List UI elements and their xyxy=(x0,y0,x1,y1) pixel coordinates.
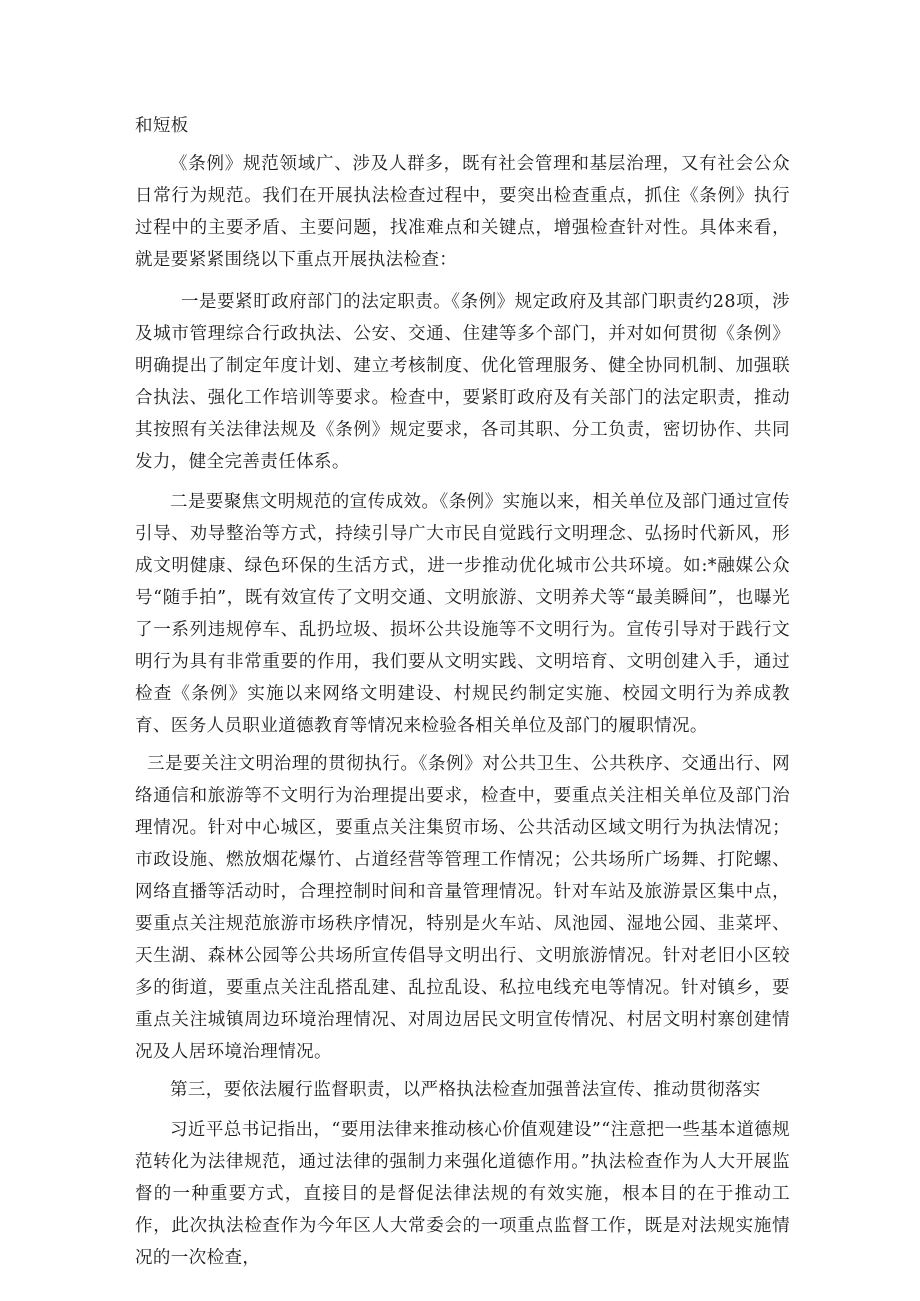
paragraph-point-two: 二是要聚焦文明规范的宣传成效。《条例》实施以来，相关单位及部门通过宣传引导、劝导整治等方式，持续引导广大市民自觉践行文明理念、弘扬时代新风，形成文明健康、绿色环保的生活方式，进一步推动优化城市公共环境。如:*融媒公众号“随手拍”，既有效宣传了文明交通、文明旅游、文明养犬等“最美瞬间”，也曝光了一系列违规停车、乱扔垃圾、损坏公共设施等不文明行为。宣传引导对于践行文明行为具有非常重要的作用，我们要从文明实践、文明培育、文明创建入手，通过检查《条例》实施以来网络文明建设、村规民约制定实施、校园文明行为养成教育、医务人员职业道德教育等情况来检验各相关单位及部门的履职情况。 xyxy=(135,492,790,736)
paragraph-fragment: 和短板 xyxy=(135,116,189,136)
paragraph-intro: 《条例》规范领域广、涉及人群多，既有社会管理和基层治理，又有社会公众日常行为规范。我们在开展执法检查过程中，要突出检查重点，抓住《条例》执行过程中的主要矛盾、主要问题，找准难点和关键点，增强检查针对性。具体来看，就是要紧紧围绕以下重点开展执法检查： xyxy=(135,154,790,270)
section-heading: 第三，要依法履行监督职责，以严格执法检查加强普法宣传、推动贯彻落实 xyxy=(170,1080,761,1100)
paragraph-quote: 习近平总书记指出，“要用法律来推动核心价值观建设”“注意把一些基本道德规范转化为法律规范，通过法律的强制力来强化道德作用。”执法检查作为人大开展监督的一种重要方式，直接目的是督促法律法规的有效实施，根本目的在于推动工作，此次执法检查作为今年区人大常委会的一项重点监督工作，既是对法规实施情况的一次检查， xyxy=(135,1120,790,1268)
document-body xyxy=(135,110,790,1274)
paragraph-point-three: 三是要关注文明治理的贯彻执行。《条例》对公共卫生、公共秩序、交通出行、网络通信和旅游等不文明行为治理提出要求，检查中，要重点关注相关单位及部门治理情况。针对中心城区，要重点关注集贸市场、公共活动区域文明行为执法情况；市政设施、燃放烟花爆竹、占道经营等管理工作情况；公共场所广场舞、打陀螺、网络直播等活动时，合理控制时间和音量管理情况。针对车站及旅游景区集中点，要重点关注规范旅游市场秩序情况，特别是火车站、凤池园、湿地公园、韭菜坪、天生湖、森林公园等公共场所宣传倡导文明出行、文明旅游情况。针对老旧小区较多的街道，要重点关注乱搭乱建、乱拉乱设、私拉电线充电等情况。针对镇乡，要重点关注城镇周边环境治理情况、对周边居民文明宣传情况、村居文明村寨创建情况及人居环境治理情况。 xyxy=(135,754,790,1062)
paragraph-point-one: 一是要紧盯政府部门的法定职责。《条例》规定政府及其部门职责约28项，涉及城市管理综合行政执法、公安、交通、住建等多个部门，并对如何贯彻《条例》明确提出了制定年度计划、建立考核制度、优化管理服务、健全协同机制、加强联合执法、强化工作培训等要求。检查中，要紧盯政府及有关部门的法定职责，推动其按照有关法律法规及《条例》规定要求，各司其职、分工负责，密切协作、共同发力，健全完善责任体系。 xyxy=(135,292,790,472)
